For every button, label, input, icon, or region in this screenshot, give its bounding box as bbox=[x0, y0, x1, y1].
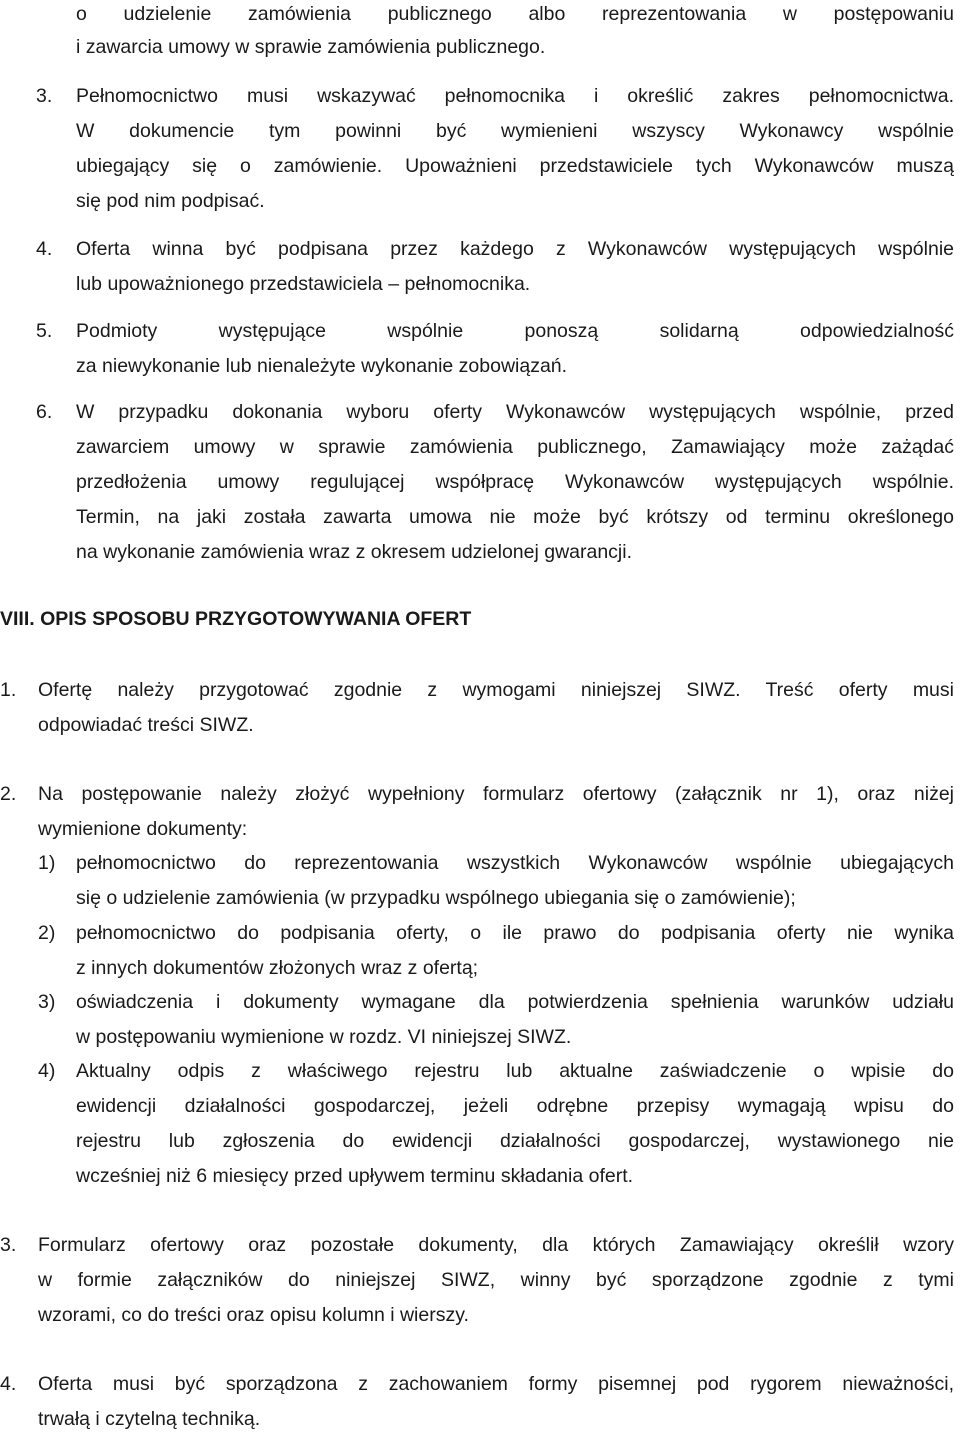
item-number: 2. bbox=[0, 783, 17, 805]
item-text-line: W dokumencie tym powinni być wymienieni wszyscy Wykonawcy wspólnie bbox=[76, 120, 954, 142]
subitem-text-line: z innych dokumentów złożonych wraz z ofertą; bbox=[76, 957, 479, 979]
continuation-line: i zawarcia umowy w sprawie zamówienia publicznego. bbox=[76, 36, 546, 58]
item-text-line: Formularz ofertowy oraz pozostałe dokumenty, dla których Zamawiający określił wzory bbox=[38, 1234, 954, 1256]
item-text-line: zawarciem umowy w sprawie zamówienia publicznego, Zamawiający może zażądać bbox=[76, 436, 954, 458]
item-text-line: przedłożenia umowy regulującej współpracę Wykonawców występujących wspólnie. bbox=[76, 471, 954, 493]
item-text-line: Oferta winna być podpisana przez każdego z Wykonawców występujących wspólnie bbox=[76, 238, 954, 260]
subitem-number: 1) bbox=[38, 852, 56, 874]
item-text-line: odpowiadać treści SIWZ. bbox=[38, 714, 254, 736]
subitem-text-line: rejestru lub zgłoszenia do ewidencji działalności gospodarczej, wystawionego nie bbox=[76, 1130, 954, 1152]
subitem-number: 3) bbox=[38, 991, 56, 1013]
item-number: 6. bbox=[36, 401, 53, 423]
subitem-text-line: oświadczenia i dokumenty wymagane dla potwierdzenia spełnienia warunków udziału bbox=[76, 991, 954, 1013]
item-number: 1. bbox=[0, 679, 17, 701]
subitem-number: 2) bbox=[38, 922, 56, 944]
item-text-line: wymienione dokumenty: bbox=[38, 818, 248, 840]
item-text-line: W przypadku dokonania wyboru oferty Wykonawców występujących wspólnie, przed bbox=[76, 401, 954, 423]
subitem-text-line: Aktualny odpis z właściwego rejestru lub aktualne zaświadczenie o wpisie do bbox=[76, 1060, 954, 1082]
subitem-text-line: wcześniej niż 6 miesięcy przed upływem terminu składania ofert. bbox=[76, 1165, 634, 1187]
item-text-line: trwałą i czytelną techniką. bbox=[38, 1408, 261, 1430]
item-text-line: na wykonanie zamówienia wraz z okresem udzielonej gwarancji. bbox=[76, 541, 633, 563]
item-text-line: Podmioty występujące wspólnie ponoszą solidarną odpowiedzialność bbox=[76, 320, 954, 342]
item-text-line: Ofertę należy przygotować zgodnie z wymogami niniejszej SIWZ. Treść oferty musi bbox=[38, 679, 954, 701]
subitem-text-line: pełnomocnictwo do reprezentowania wszystkich Wykonawców wspólnie ubiegających bbox=[76, 852, 954, 874]
item-text-line: w formie załączników do niniejszej SIWZ, winny być sporządzone zgodnie z tymi bbox=[38, 1269, 954, 1291]
section-heading: VIII. OPIS SPOSOBU PRZYGOTOWYWANIA OFERT bbox=[0, 608, 472, 630]
subitem-text-line: pełnomocnictwo do podpisania oferty, o ile prawo do podpisania oferty nie wynika bbox=[76, 922, 954, 944]
item-text-line: za niewykonanie lub nienależyte wykonanie zobowiązań. bbox=[76, 355, 568, 377]
item-number: 3. bbox=[0, 1234, 17, 1256]
item-text-line: Oferta musi być sporządzona z zachowaniem formy pisemnej pod rygorem nieważności, bbox=[38, 1373, 954, 1395]
item-text-line: wzorami, co do treści oraz opisu kolumn i wierszy. bbox=[38, 1304, 469, 1326]
item-text-line: ubiegający się o zamówienie. Upoważnieni przedstawiciele tych Wykonawców muszą bbox=[76, 155, 954, 177]
subitem-text-line: w postępowaniu wymienione w rozdz. VI niniejszej SIWZ. bbox=[76, 1026, 572, 1048]
item-text-line: Termin, na jaki została zawarta umowa nie może być krótszy od terminu określonego bbox=[76, 506, 954, 528]
item-text-line: Pełnomocnictwo musi wskazywać pełnomocnika i określić zakres pełnomocnictwa. bbox=[76, 85, 954, 107]
item-number: 4. bbox=[0, 1373, 17, 1395]
subitem-text-line: się o udzielenie zamówienia (w przypadku wspólnego ubiegania się o zamówienie); bbox=[76, 887, 796, 909]
item-text-line: się pod nim podpisać. bbox=[76, 190, 265, 212]
item-text-line: Na postępowanie należy złożyć wypełniony formularz ofertowy (załącznik nr 1), oraz niżej bbox=[38, 783, 954, 805]
subitem-text-line: ewidencji działalności gospodarczej, jeżeli odrębne przepisy wymagają wpisu do bbox=[76, 1095, 954, 1117]
item-number: 5. bbox=[36, 320, 53, 342]
item-number: 4. bbox=[36, 238, 53, 260]
item-text-line: lub upoważnionego przedstawiciela – pełnomocnika. bbox=[76, 273, 531, 295]
subitem-number: 4) bbox=[38, 1060, 56, 1082]
item-number: 3. bbox=[36, 85, 53, 107]
continuation-line: o udzielenie zamówienia publicznego albo reprezentowania w postępowaniu bbox=[76, 3, 954, 25]
